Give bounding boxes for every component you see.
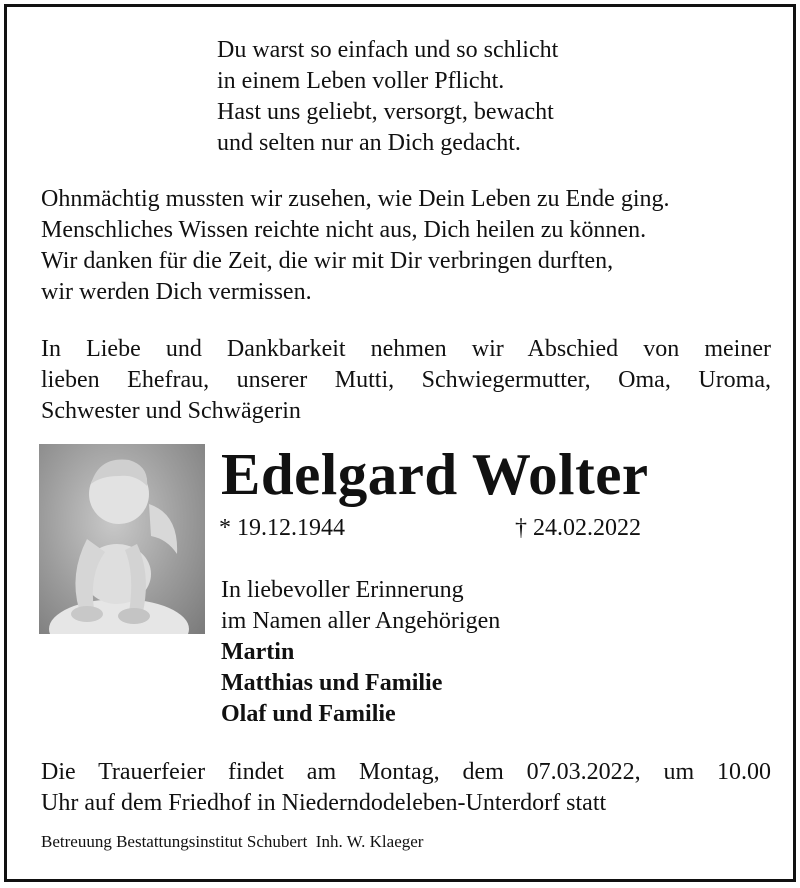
angel-statue-icon <box>39 444 205 634</box>
farewell-paragraph <box>41 184 670 308</box>
poem-line: Hast uns geliebt, versorgt, bewacht <box>217 99 554 125</box>
poem-line: und selten nur an Dich gedacht. <box>217 130 521 156</box>
funeral-ceremony-info <box>41 757 771 819</box>
paragraph-line: lieben Ehefrau, unserer Mutti, Schwiegermutter, Oma, Uroma, <box>41 367 771 393</box>
paragraph-line: Schwester und Schwägerin <box>41 398 301 424</box>
paragraph-line: In Liebe und Dankbarkeit nehmen wir Abschied von meiner <box>41 336 771 362</box>
family-signatories <box>221 637 442 730</box>
poem <box>217 35 558 159</box>
angel-statue-photo <box>39 444 205 634</box>
paragraph-line: Menschliches Wissen reichte nicht aus, Dich heilen zu können. <box>41 217 647 243</box>
family-member: Matthias und Familie <box>221 670 443 696</box>
memory-line: im Namen aller Angehörigen <box>221 608 501 634</box>
birth-date: * 19.12.1944 <box>219 515 345 541</box>
obituary-frame <box>4 4 796 882</box>
paragraph-line: Wir danken für die Zeit, die wir mit Dir verbringen durften, <box>41 248 614 274</box>
death-date: † 24.02.2022 <box>515 515 641 541</box>
family-member: Olaf und Familie <box>221 701 396 727</box>
funeral-home-credit: Betreuung Bestattungsinstitut Schubert Inh. W. Klaeger <box>41 832 424 851</box>
poem-line: in einem Leben voller Pflicht. <box>217 68 505 94</box>
poem-line: Du warst so einfach und so schlicht <box>217 37 559 63</box>
memory-line: In liebevoller Erinnerung <box>221 577 464 603</box>
memory-note <box>221 575 500 637</box>
dedication-paragraph <box>41 334 771 427</box>
ceremony-line: Die Trauerfeier findet am Montag, dem 07.03.2022, um 10.00 <box>41 759 771 785</box>
deceased-name: Edelgard Wolter <box>221 441 649 507</box>
ceremony-line: Uhr auf dem Friedhof in Niederndodeleben-Unterdorf statt <box>41 790 607 816</box>
family-member: Martin <box>221 639 295 665</box>
paragraph-line: Ohnmächtig mussten wir zusehen, wie Dein Leben zu Ende ging. <box>41 186 670 212</box>
paragraph-line: wir werden Dich vermissen. <box>41 279 312 305</box>
